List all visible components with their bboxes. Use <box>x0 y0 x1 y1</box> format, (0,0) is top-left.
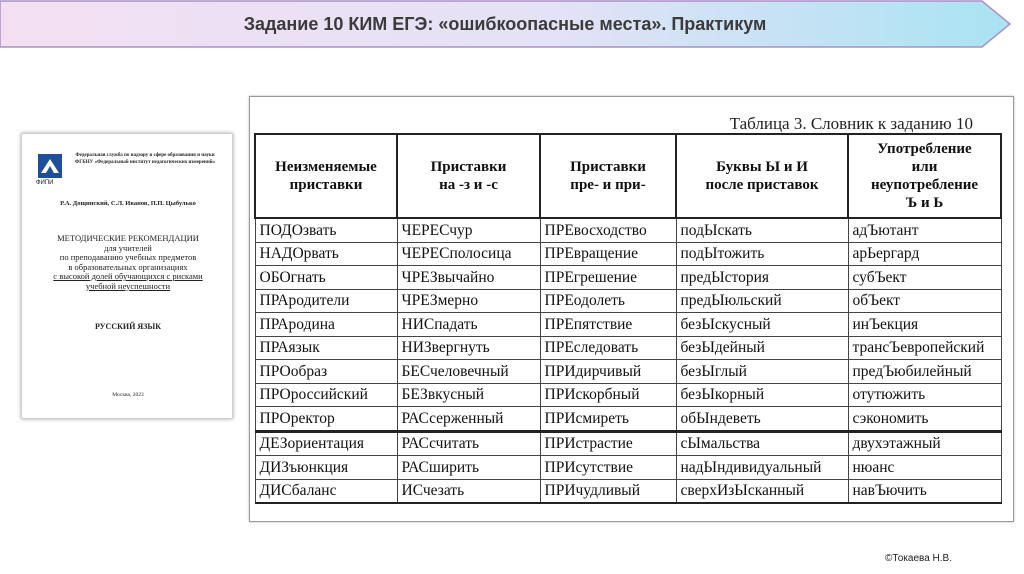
org-line: Федеральная служба по надзору в сфере образования и науки <box>75 153 215 158</box>
city-year: Москва, 2023 <box>112 392 144 398</box>
table-cell: сверхИзЫсканный <box>676 479 848 503</box>
vocabulary-table-image <box>249 96 1014 522</box>
table-cell: нюанс <box>848 456 1001 480</box>
table-cell: ПРИсмиреть <box>540 407 676 432</box>
table-cell: предЫюльский <box>676 289 848 313</box>
table-cell: субЪект <box>848 266 1001 290</box>
table-cell: безЫдейный <box>676 336 848 360</box>
title-line: для учителей <box>104 242 152 253</box>
header-cell <box>255 134 397 218</box>
org-line: ФГБНУ «Федеральный институт педагогических измерений» <box>74 160 216 165</box>
table-row <box>255 479 1001 503</box>
fipi-logo-icon <box>38 154 62 178</box>
table-row <box>255 431 1001 456</box>
header-line: пре- и при- <box>570 177 646 193</box>
header-line: после приставок <box>705 177 819 193</box>
table-cell: ПРЕвращение <box>540 242 676 266</box>
table-cell: ПРЕгрешение <box>540 266 676 290</box>
table-cell: ПРИстрастие <box>540 431 676 456</box>
table-row <box>255 360 1001 384</box>
logo-label: ФИПИ <box>36 180 54 186</box>
table-cell: ПРАязык <box>255 336 397 360</box>
table-cell: РАСсчитать <box>397 431 540 456</box>
header-line: Ъ и Ь <box>905 195 944 211</box>
table-cell: ПРЕодолеть <box>540 289 676 313</box>
table-cell: адЪютант <box>848 218 1001 242</box>
title-line: с высокой долей обучающихся с рисками <box>53 271 203 281</box>
header-line: Приставки <box>570 159 646 175</box>
table-cell: навЪючить <box>848 479 1001 503</box>
table-row <box>255 407 1001 432</box>
table-cell: трансЪевропейский <box>848 336 1001 360</box>
table-row <box>255 218 1001 242</box>
table-cell: безЫкорный <box>676 383 848 407</box>
organization-block <box>68 152 222 166</box>
table-cell: подЫтожить <box>676 242 848 266</box>
header-cell <box>397 134 540 218</box>
header-line: Неизменяемые <box>275 159 377 175</box>
table-cell: БЕЗвкусный <box>397 383 540 407</box>
table-cell: предЪюбилейный <box>848 360 1001 384</box>
table-row <box>255 383 1001 407</box>
header-line: приставки <box>289 177 363 193</box>
table-header-row <box>255 134 1001 218</box>
title-line: учебной неуспешности <box>85 280 171 291</box>
table-cell: ПРИсутствие <box>540 456 676 480</box>
authors: Р.А. Дощинский, С.Л. Иванов, П.П. Цыбулько <box>60 200 196 207</box>
table-cell: безЫскусный <box>676 313 848 337</box>
table-row <box>255 336 1001 360</box>
table-cell: двухэтажный <box>848 431 1001 456</box>
table-cell: ОБОгнать <box>255 266 397 290</box>
table-cell: ПРИдирчивый <box>540 360 676 384</box>
slide-title: Задание 10 КИМ ЕГЭ: «ошибкоопасные места». Практикум <box>243 14 767 34</box>
table-cell: ДИЗъюнкция <box>255 456 397 480</box>
table-row <box>255 242 1001 266</box>
header-cell <box>848 134 1001 218</box>
table-cell: ПРЕследовать <box>540 336 676 360</box>
table-cell: ЧЕРЕСчур <box>397 218 540 242</box>
table-cell: ПРАродина <box>255 313 397 337</box>
table-row <box>255 289 1001 313</box>
table-cell: инЪекция <box>848 313 1001 337</box>
table-cell: арЬергард <box>848 242 1001 266</box>
table-cell: сЫмальства <box>676 431 848 456</box>
vocabulary-table <box>254 133 1002 504</box>
table-row <box>255 456 1001 480</box>
table-cell: ПРАродители <box>255 289 397 313</box>
table-cell: обЫндеветь <box>676 407 848 432</box>
table-cell: РАСсерженный <box>397 407 540 432</box>
title-banner <box>0 0 1024 52</box>
table-cell: ПРИчудливый <box>540 479 676 503</box>
table-row <box>255 266 1001 290</box>
table-cell: ПРЕвосходство <box>540 218 676 242</box>
table-cell: НИЗвергнуть <box>397 336 540 360</box>
document-title <box>30 234 226 291</box>
copyright-footer: ©Токаева Н.В. <box>885 553 952 564</box>
header-line: Буквы Ы и И <box>716 159 808 175</box>
table-cell: подЫскать <box>676 218 848 242</box>
table-row <box>255 313 1001 337</box>
table-cell: ПРИскорбный <box>540 383 676 407</box>
table-cell: безЫглый <box>676 360 848 384</box>
table-cell: обЪект <box>848 289 1001 313</box>
table-cell: РАСширить <box>397 456 540 480</box>
header-cell <box>540 134 676 218</box>
table-cell: НАДОрвать <box>255 242 397 266</box>
header-line: Употребление <box>877 141 972 157</box>
table-cell: ПОДОзвать <box>255 218 397 242</box>
table-cell: надЫндивидуальный <box>676 456 848 480</box>
title-line: по преподаванию учебных предметов <box>59 252 197 262</box>
title-line: МЕТОДИЧЕСКИЕ РЕКОМЕНДАЦИИ <box>57 233 199 243</box>
header-cell <box>676 134 848 218</box>
table-cell: ЧЕРЕСполосица <box>397 242 540 266</box>
header-line: Приставки <box>430 159 507 175</box>
table-cell: ПРОобраз <box>255 360 397 384</box>
table-caption: Таблица 3. Словник к заданию 10 <box>729 114 973 133</box>
table-cell: сэкономить <box>848 407 1001 432</box>
header-line: или <box>911 159 938 175</box>
table-cell: НИСпадать <box>397 313 540 337</box>
table-cell: ЧРЕЗвычайно <box>397 266 540 290</box>
table-cell: отутюжить <box>848 383 1001 407</box>
subject: РУССКИЙ ЯЗЫК <box>94 322 161 331</box>
table-cell: ПРОректор <box>255 407 397 432</box>
table-body <box>255 218 1001 503</box>
table-cell: ПРОроссийский <box>255 383 397 407</box>
table-cell: ЧРЕЗмерно <box>397 289 540 313</box>
header-line: на -з и -с <box>439 177 498 193</box>
table-cell: ДИСбаланс <box>255 479 397 503</box>
table-cell: ПРЕпятствие <box>540 313 676 337</box>
table-cell: ДЕЗориентация <box>255 431 397 456</box>
header-line: неупотребление <box>870 177 979 193</box>
title-line: в образовательных организациях <box>68 261 188 272</box>
table-cell: БЕСчеловечный <box>397 360 540 384</box>
table-cell: предЫстория <box>676 266 848 290</box>
document-cover-thumbnail <box>21 133 233 419</box>
table-cell: ИСчезать <box>397 479 540 503</box>
